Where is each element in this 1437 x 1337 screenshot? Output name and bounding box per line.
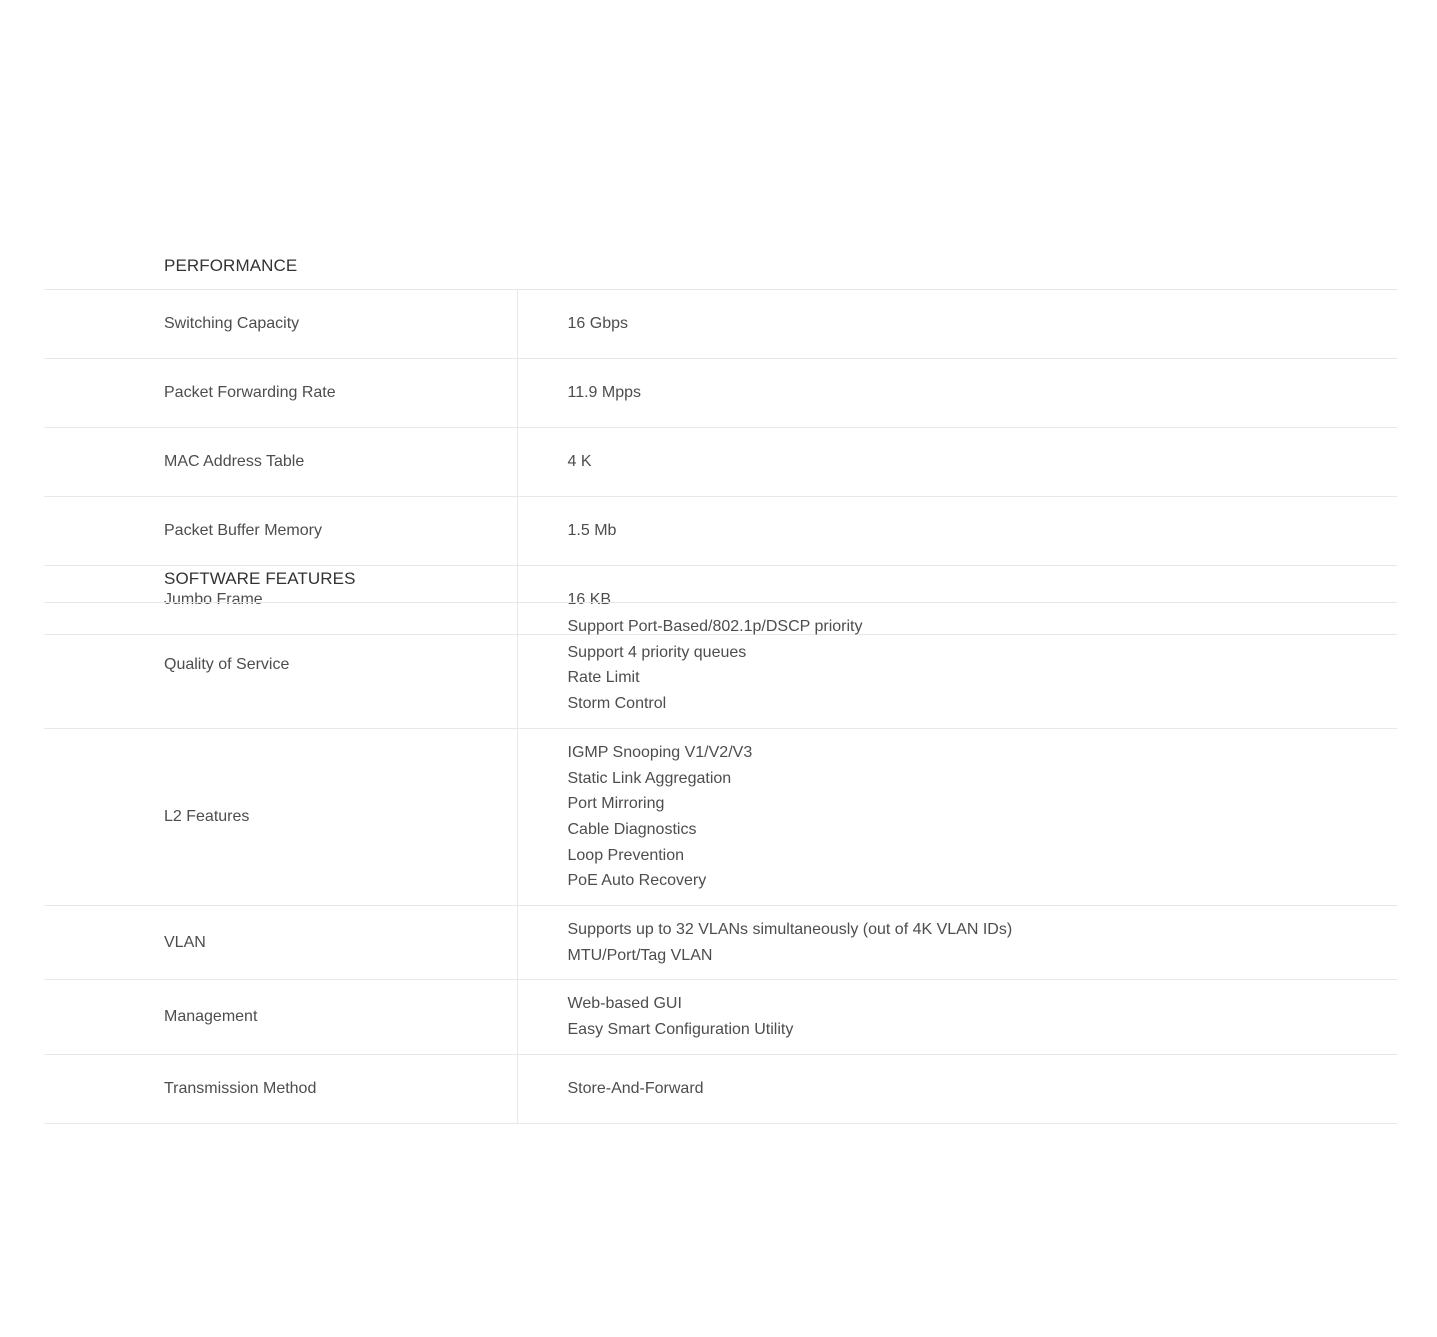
spec-label: Transmission Method [44,1054,517,1123]
spec-label: Management [44,980,517,1054]
spec-value-line: Static Link Aggregation [567,769,732,787]
spec-label: Quality of Service [44,603,517,729]
spec-value-line: Supports up to 32 VLANs simultaneously (out of 4K VLAN IDs) [567,921,1013,939]
spec-value-line: Easy Smart Configuration Utility [567,1021,794,1039]
spec-label: L2 Features [44,728,517,905]
table-row [44,728,1397,905]
spec-label: VLAN [44,906,517,980]
table-row [44,1054,1397,1123]
spec-value-line: Port Mirroring [567,795,665,813]
spec-value-line: 1.5 Mb [567,522,617,540]
spec-value-line: Store-And-Forward [567,1079,704,1097]
spec-value-line: MTU/Port/Tag VLAN [567,946,713,964]
spec-value-line: 11.9 Mpps [567,384,642,402]
spec-value [517,359,1397,428]
spec-value [517,1054,1397,1123]
section-title: PERFORMANCE [164,256,298,275]
spec-value-line: 16 KB [567,591,612,609]
spec-value-line: Rate Limit [567,669,640,687]
spec-value-line: IGMP Snooping V1/V2/V3 [567,743,753,761]
table-row [44,290,1397,359]
spec-value-line: Storm Control [567,695,667,713]
spec-label: MAC Address Table [44,428,517,497]
spec-table-software [44,602,1397,1124]
table-row [44,906,1397,980]
spec-value-line: Loop Prevention [567,846,685,864]
spec-label: Switching Capacity [44,290,517,359]
spec-value [517,728,1397,905]
section-title: SOFTWARE FEATURES [164,569,356,588]
table-row [44,359,1397,428]
spec-value-line: Support 4 priority queues [567,643,747,661]
spec-value-line: 16 Gbps [567,315,628,333]
spec-value [517,428,1397,497]
spec-value-line: 4 K [567,453,592,471]
table-row [44,980,1397,1054]
spec-label: Packet Forwarding Rate [44,359,517,428]
spec-label: Packet Buffer Memory [44,497,517,566]
spec-value-line: Web-based GUI [567,995,682,1013]
spec-value [517,980,1397,1054]
table-row [44,428,1397,497]
table-row [44,603,1397,729]
spec-value-line: PoE Auto Recovery [567,872,707,890]
spec-value-line: Cable Diagnostics [567,820,697,838]
spec-value [517,603,1397,729]
spec-value [517,290,1397,359]
spec-value [517,906,1397,980]
section-software-features [44,556,1397,1124]
spec-value-line: Support Port-Based/802.1p/DSCP priority [567,618,863,635]
spec-label: Jumbo Frame [44,566,517,635]
